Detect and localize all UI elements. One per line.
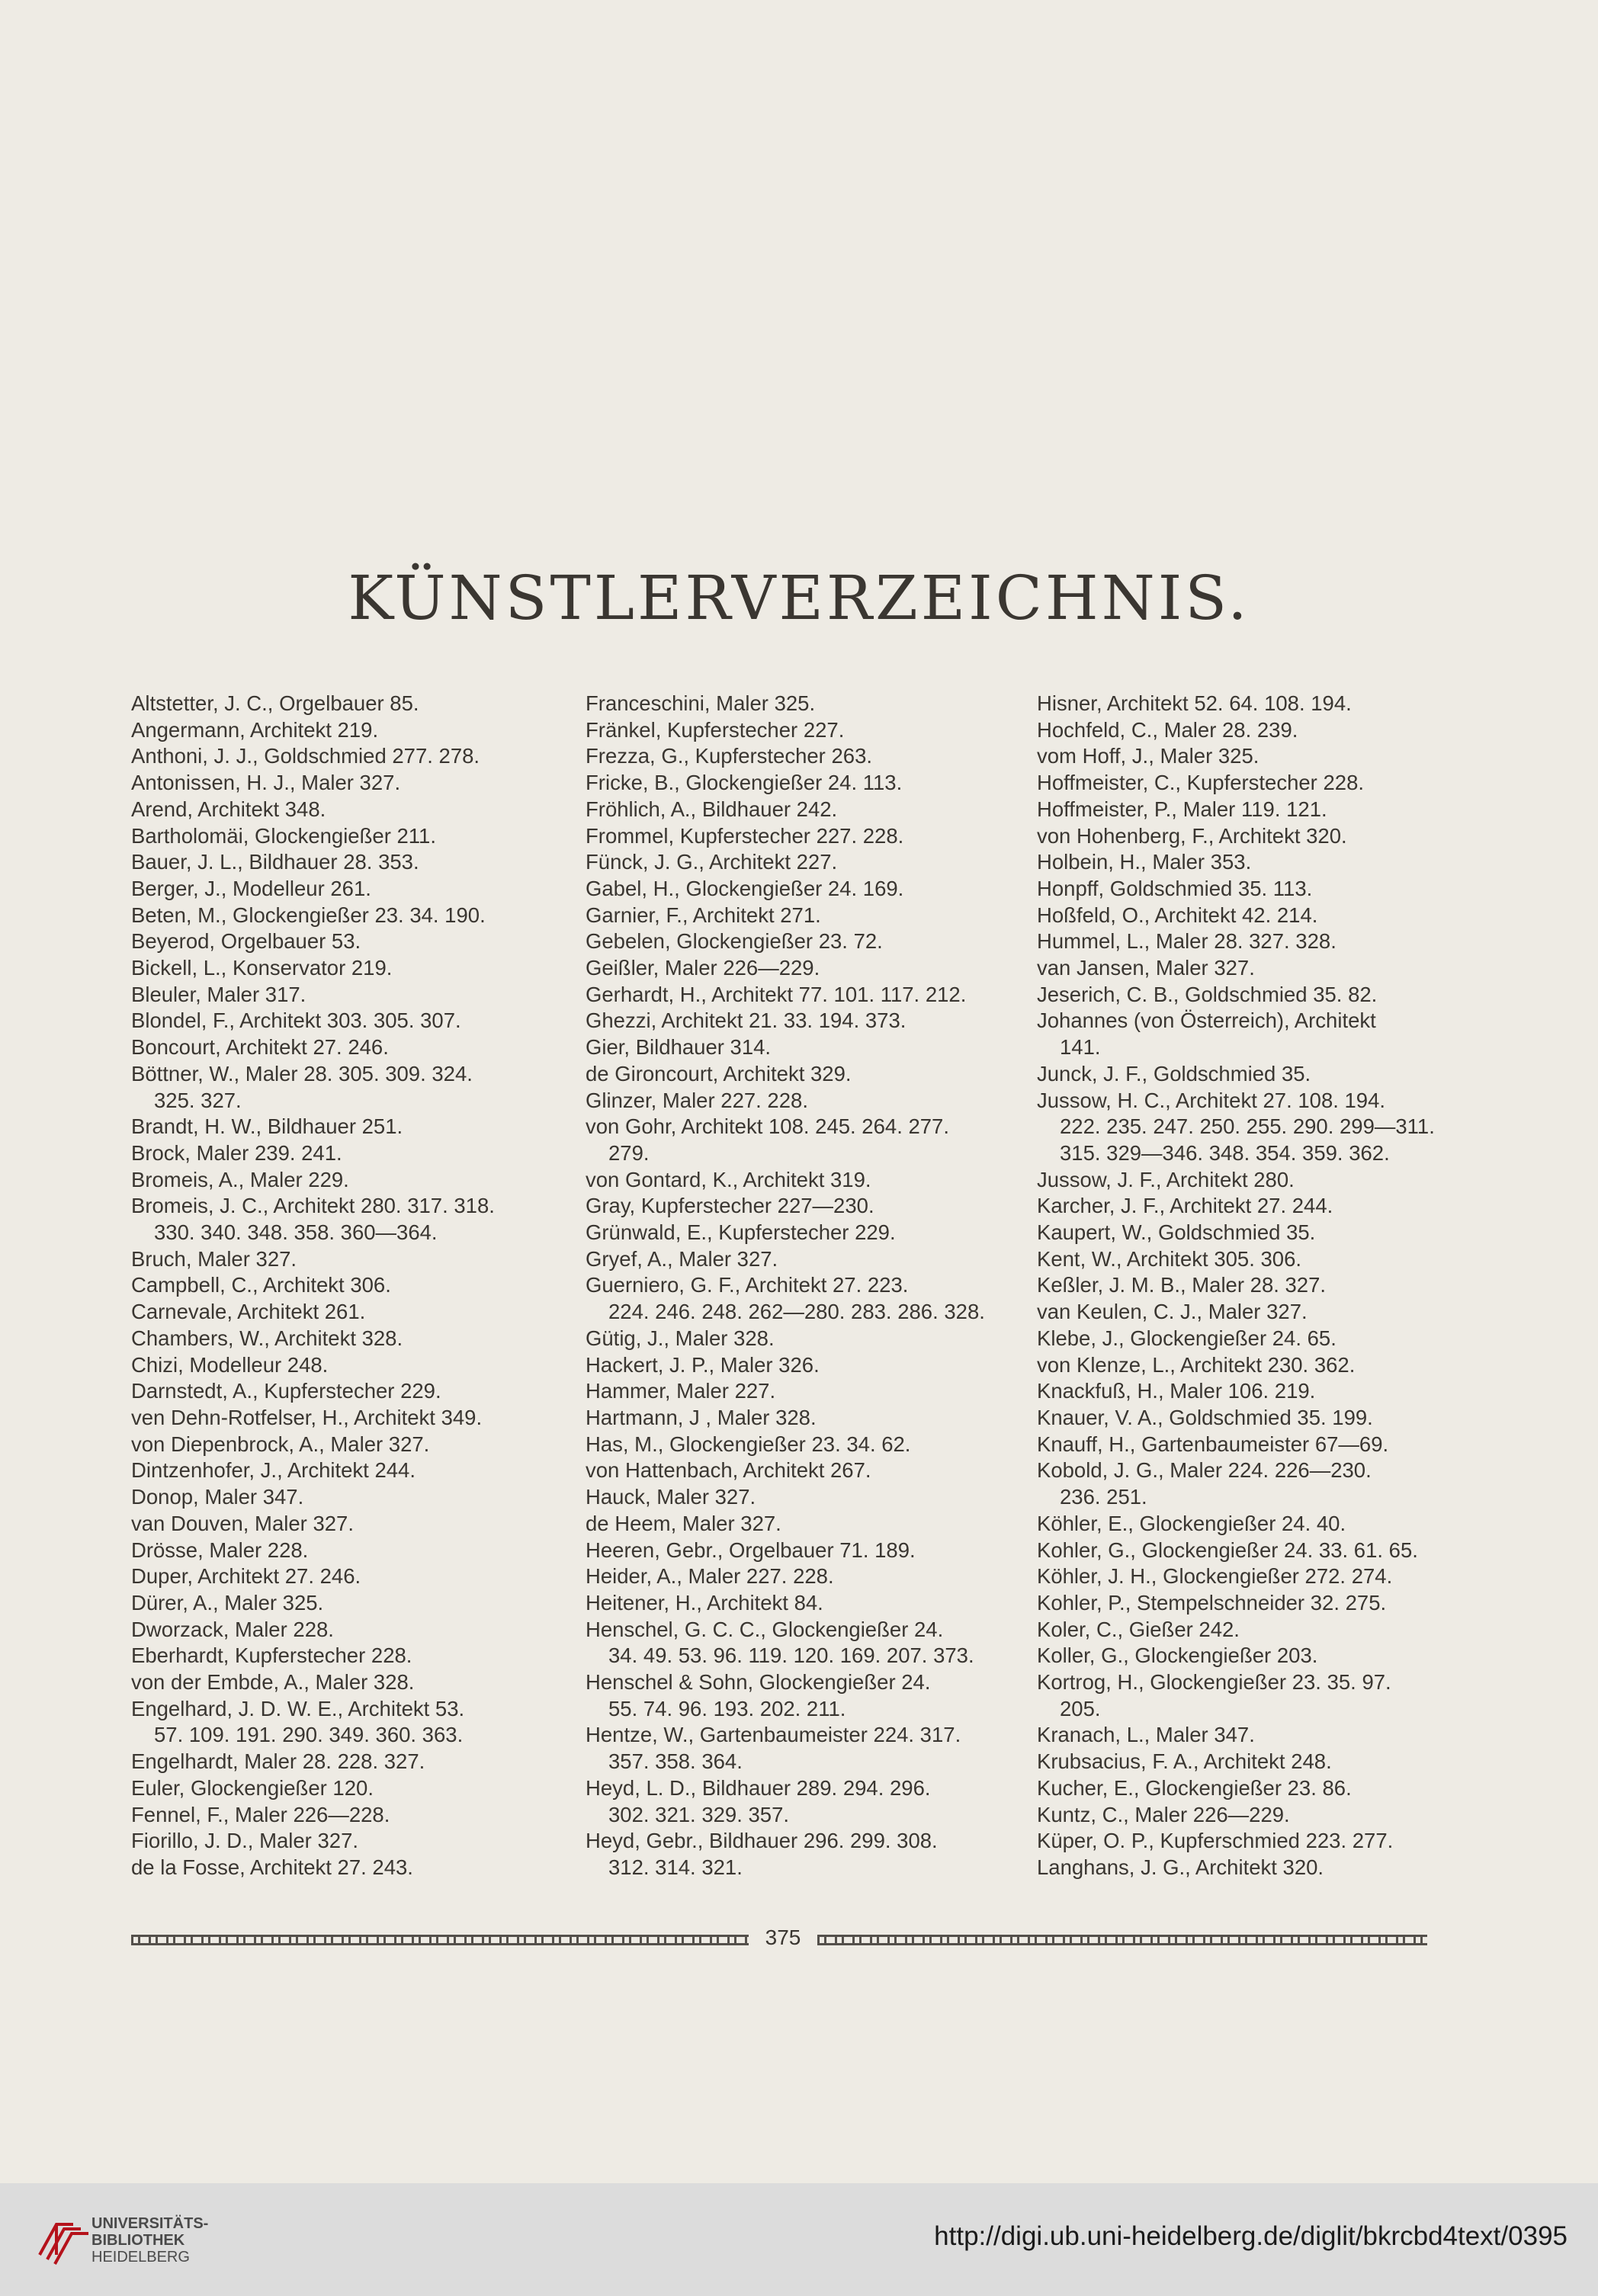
index-entry: Gier, Bildhauer 314. <box>586 1035 772 1060</box>
index-entry-continuation: 224. 246. 248. 262—280. 283. 286. 328. <box>608 1300 985 1324</box>
index-entry: Heider, A., Maler 227. 228. <box>586 1564 834 1589</box>
index-entry-continuation: 55. 74. 96. 193. 202. 211. <box>608 1696 846 1720</box>
index-entry: Kent, W., Architekt 305. 306. <box>1037 1246 1301 1271</box>
index-entry-continuation: 279. <box>608 1140 650 1165</box>
index-entry: Antonissen, H. J., Maler 327. <box>131 771 401 795</box>
index-entry: Gerhardt, H., Architekt 77. 101. 117. 212. <box>586 982 967 1006</box>
index-entry-continuation: 325. 327. <box>154 1088 242 1112</box>
index-entry: Bauer, J. L., Bildhauer 28. 353. <box>131 850 419 874</box>
index-entry: Junck, J. F., Goldschmied 35. <box>1037 1061 1311 1085</box>
index-entry: Knauff, H., Gartenbaumeister 67—69. <box>1037 1432 1389 1456</box>
index-entry: von Hohenberg, F., Architekt 320. <box>1037 823 1347 848</box>
index-entry: Karcher, J. F., Architekt 27. 244. <box>1037 1194 1333 1218</box>
index-entry-continuation: 330. 340. 348. 358. 360—364. <box>154 1220 438 1245</box>
index-entry: von Gohr, Architekt 108. 245. 264. 277. <box>586 1114 949 1139</box>
index-entry: Henschel, G. C. C., Glockengießer 24. <box>586 1617 944 1641</box>
index-entry: Gabel, H., Glockengießer 24. 169. <box>586 876 904 900</box>
index-entry: Hoffmeister, P., Maler 119. 121. <box>1037 797 1327 821</box>
index-entry: Hisner, Architekt 52. 64. 108. 194. <box>1037 691 1352 715</box>
index-entry: Hochfeld, C., Maler 28. 239. <box>1037 717 1298 742</box>
index-entry: Bickell, L., Konservator 219. <box>131 956 393 980</box>
index-entry-continuation: 141. <box>1060 1035 1101 1060</box>
index-entry: Gray, Kupferstecher 227—230. <box>586 1194 874 1218</box>
index-entry: Krubsacius, F. A., Architekt 248. <box>1037 1749 1332 1774</box>
index-entry: Hartmann, J , Maler 328. <box>586 1405 817 1429</box>
index-entry: von Gontard, K., Architekt 319. <box>586 1167 871 1191</box>
index-entry: Holbein, H., Maler 353. <box>1037 850 1252 874</box>
source-url-link[interactable]: http://digi.ub.uni-heidelberg.de/diglit/bkrcbd4text/0395 <box>934 2221 1568 2251</box>
index-entry: Keßler, J. M. B., Maler 28. 327. <box>1037 1273 1327 1297</box>
index-entry: Drösse, Maler 228. <box>131 1538 309 1562</box>
index-entry: ven Dehn-Rotfelser, H., Architekt 349. <box>131 1405 483 1429</box>
index-entry: Gütig, J., Maler 328. <box>586 1326 775 1350</box>
index-entry: von der Embde, A., Maler 328. <box>131 1670 415 1695</box>
index-entry: Knauer, V. A., Goldschmied 35. 199. <box>1037 1405 1373 1429</box>
index-entry: Chambers, W., Architekt 328. <box>131 1326 403 1350</box>
page-footer <box>131 1926 1427 1956</box>
index-entry-continuation: 357. 358. 364. <box>608 1749 743 1774</box>
index-entry: Hoßfeld, O., Architekt 42. 214. <box>1037 903 1318 927</box>
index-entry: Fünck, J. G., Architekt 227. <box>586 850 838 874</box>
index-entry: Grünwald, E., Kupferstecher 229. <box>586 1220 896 1245</box>
index-entry: Kohler, P., Stempelschneider 32. 275. <box>1037 1590 1387 1615</box>
index-entry: Henschel & Sohn, Glockengießer 24. <box>586 1670 931 1695</box>
index-entry: Garnier, F., Architekt 271. <box>586 903 821 927</box>
index-entry-continuation: 302. 321. 329. 357. <box>608 1802 790 1826</box>
index-entry: Koller, G., Glockengießer 203. <box>1037 1643 1318 1668</box>
index-entry: Kranach, L., Maler 347. <box>1037 1723 1255 1747</box>
index-entry: Bromeis, A., Maler 229. <box>131 1167 349 1191</box>
index-entry: Kobold, J. G., Maler 224. 226—230. <box>1037 1458 1372 1483</box>
index-entry: vom Hoff, J., Maler 325. <box>1037 744 1259 768</box>
index-entry-continuation: 315. 329—346. 348. 354. 359. 362. <box>1060 1140 1390 1165</box>
index-entry: Hummel, L., Maler 28. 327. 328. <box>1037 929 1336 954</box>
index-entry: Boncourt, Architekt 27. 246. <box>131 1035 389 1060</box>
index-entry: Beten, M., Glockengießer 23. 34. 190. <box>131 903 486 927</box>
index-entry: Kohler, G., Glockengießer 24. 33. 61. 65. <box>1037 1538 1418 1562</box>
index-entry: Fennel, F., Maler 226—228. <box>131 1802 390 1826</box>
index-entry: Has, M., Glockengießer 23. 34. 62. <box>586 1432 911 1456</box>
index-entry: Fricke, B., Glockengießer 24. 113. <box>586 771 903 795</box>
library-name <box>91 2215 208 2266</box>
index-entry: Chizi, Modelleur 248. <box>131 1352 329 1377</box>
index-entry: Johannes (von Österreich), Architekt <box>1037 1009 1376 1033</box>
index-column-2 <box>586 691 1043 1881</box>
index-entry: Donop, Maler 347. <box>131 1485 304 1509</box>
index-entry: van Jansen, Maler 327. <box>1037 956 1255 980</box>
ornament-border-left <box>131 1935 749 1945</box>
index-entry: Hammer, Maler 227. <box>586 1379 776 1403</box>
index-entry: Berger, J., Modelleur 261. <box>131 876 371 900</box>
index-entry: Altstetter, J. C., Orgelbauer 85. <box>131 691 419 715</box>
index-entry: Bleuler, Maler 317. <box>131 982 306 1006</box>
index-entry: Heitener, H., Architekt 84. <box>586 1590 823 1615</box>
index-entry-continuation: 222. 235. 247. 250. 255. 290. 299—311. <box>1060 1114 1435 1139</box>
index-column-1 <box>131 691 589 1881</box>
index-entry: Köhler, J. H., Glockengießer 272. 274. <box>1037 1564 1393 1589</box>
index-entry: Brandt, H. W., Bildhauer 251. <box>131 1114 403 1139</box>
index-entry: Knackfuß, H., Maler 106. 219. <box>1037 1379 1316 1403</box>
page-title: KÜNSTLERVERZEICHNIS. <box>348 563 1250 633</box>
library-name-line-1: UNIVERSITÄTS- <box>91 2215 209 2232</box>
index-entry: Engelhardt, Maler 28. 228. 327. <box>131 1749 425 1774</box>
index-column-3 <box>1037 691 1494 1881</box>
index-entry: von Diepenbrock, A., Maler 327. <box>131 1432 430 1456</box>
index-entry: Heyd, L. D., Bildhauer 289. 294. 296. <box>586 1775 931 1800</box>
index-entry: van Keulen, C. J., Maler 327. <box>1037 1300 1308 1324</box>
index-entry: Dintzenhofer, J., Architekt 244. <box>131 1458 416 1483</box>
index-entry: von Klenze, L., Architekt 230. 362. <box>1037 1352 1356 1377</box>
index-entry: Langhans, J. G., Architekt 320. <box>1037 1855 1324 1879</box>
index-entry: Frommel, Kupferstecher 227. 228. <box>586 823 904 848</box>
index-entry: Honpff, Goldschmied 35. 113. <box>1037 876 1313 900</box>
index-entry: Kucher, E., Glockengießer 23. 86. <box>1037 1775 1352 1800</box>
index-entry: Geißler, Maler 226—229. <box>586 956 820 980</box>
index-entry: Koler, C., Gießer 242. <box>1037 1617 1240 1641</box>
index-entry: Fiorillo, J. D., Maler 327. <box>131 1829 359 1853</box>
index-entry: Dürer, A., Maler 325. <box>131 1590 324 1615</box>
index-entry: Beyerod, Orgelbauer 53. <box>131 929 361 954</box>
index-entry: Böttner, W., Maler 28. 305. 309. 324. <box>131 1061 473 1085</box>
index-entry: Dworzack, Maler 228. <box>131 1617 334 1641</box>
index-entry-continuation: 57. 109. 191. 290. 349. 360. 363. <box>154 1723 464 1747</box>
index-entry: Kaupert, W., Goldschmied 35. <box>1037 1220 1316 1245</box>
index-entry-continuation: 205. <box>1060 1696 1101 1720</box>
index-entry: Gryef, A., Maler 327. <box>586 1246 778 1271</box>
index-entry: Hauck, Maler 327. <box>586 1485 756 1509</box>
index-entry: Carnevale, Architekt 261. <box>131 1300 366 1324</box>
index-entry: Glinzer, Maler 227. 228. <box>586 1088 808 1112</box>
index-entry: Eberhardt, Kupferstecher 228. <box>131 1643 412 1668</box>
ornament-border-right <box>817 1935 1427 1945</box>
index-entry: de Heem, Maler 327. <box>586 1511 781 1535</box>
index-entry: Heyd, Gebr., Bildhauer 296. 299. 308. <box>586 1829 938 1853</box>
index-entry: Jussow, J. F., Architekt 280. <box>1037 1167 1295 1191</box>
index-entry: von Hattenbach, Architekt 267. <box>586 1458 871 1483</box>
index-entry: Kuntz, C., Maler 226—229. <box>1037 1802 1290 1826</box>
index-entry: Angermann, Architekt 219. <box>131 717 379 742</box>
index-entry: Jussow, H. C., Architekt 27. 108. 194. <box>1037 1088 1386 1112</box>
index-entry: Engelhard, J. D. W. E., Architekt 53. <box>131 1696 465 1720</box>
index-entry: de Gironcourt, Architekt 329. <box>586 1061 852 1085</box>
index-entry: Franceschini, Maler 325. <box>586 691 816 715</box>
index-entry: Darnstedt, A., Kupferstecher 229. <box>131 1379 441 1403</box>
index-entry: Blondel, F., Architekt 303. 305. 307. <box>131 1009 461 1033</box>
index-entry: Brock, Maler 239. 241. <box>131 1140 342 1165</box>
index-entry: Frezza, G., Kupferstecher 263. <box>586 744 873 768</box>
index-entry: Fränkel, Kupferstecher 227. <box>586 717 845 742</box>
index-entry: Bromeis, J. C., Architekt 280. 317. 318. <box>131 1194 495 1218</box>
index-entry: Bartholomäi, Glockengießer 211. <box>131 823 436 848</box>
index-entry: Anthoni, J. J., Goldschmied 277. 278. <box>131 744 480 768</box>
page-number: 375 <box>765 1926 801 1949</box>
index-entry: Heeren, Gebr., Orgelbauer 71. 189. <box>586 1538 916 1562</box>
library-name-line-2: BIBLIOTHEK <box>91 2232 185 2249</box>
index-entry-continuation: 312. 314. 321. <box>608 1855 743 1879</box>
index-entry: Küper, O. P., Kupferschmied 223. 277. <box>1037 1829 1394 1853</box>
index-entry-continuation: 34. 49. 53. 96. 119. 120. 169. 207. 373. <box>608 1643 974 1668</box>
index-entry: van Douven, Maler 327. <box>131 1511 354 1535</box>
index-entry: Gebelen, Glockengießer 23. 72. <box>586 929 883 954</box>
index-entry: Jeserich, C. B., Goldschmied 35. 82. <box>1037 982 1378 1006</box>
index-entry-continuation: 236. 251. <box>1060 1485 1147 1509</box>
index-entry: Klebe, J., Glockengießer 24. 65. <box>1037 1326 1336 1350</box>
library-footer-bar <box>0 2183 1598 2296</box>
index-entry: Hoffmeister, C., Kupferstecher 228. <box>1037 771 1365 795</box>
index-entry: Hentze, W., Gartenbaumeister 224. 317. <box>586 1723 961 1747</box>
library-name-line-3: HEIDELBERG <box>91 2249 190 2266</box>
index-entry: Hackert, J. P., Maler 326. <box>586 1352 820 1377</box>
library-logo-icon <box>34 2209 95 2270</box>
index-entry: Kortrog, H., Glockengießer 23. 35. 97. <box>1037 1670 1391 1695</box>
index-entry: de la Fosse, Architekt 27. 243. <box>131 1855 413 1879</box>
index-entry: Campbell, C., Architekt 306. <box>131 1273 391 1297</box>
index-entry: Duper, Architekt 27. 246. <box>131 1564 361 1589</box>
index-entry: Guerniero, G. F., Architekt 27. 223. <box>586 1273 909 1297</box>
index-entry: Euler, Glockengießer 120. <box>131 1775 374 1800</box>
index-entry: Arend, Architekt 348. <box>131 797 326 821</box>
index-entry: Köhler, E., Glockengießer 24. 40. <box>1037 1511 1346 1535</box>
index-entry: Ghezzi, Architekt 21. 33. 194. 373. <box>586 1009 906 1033</box>
index-entry: Bruch, Maler 327. <box>131 1246 297 1271</box>
index-entry: Fröhlich, A., Bildhauer 242. <box>586 797 838 821</box>
